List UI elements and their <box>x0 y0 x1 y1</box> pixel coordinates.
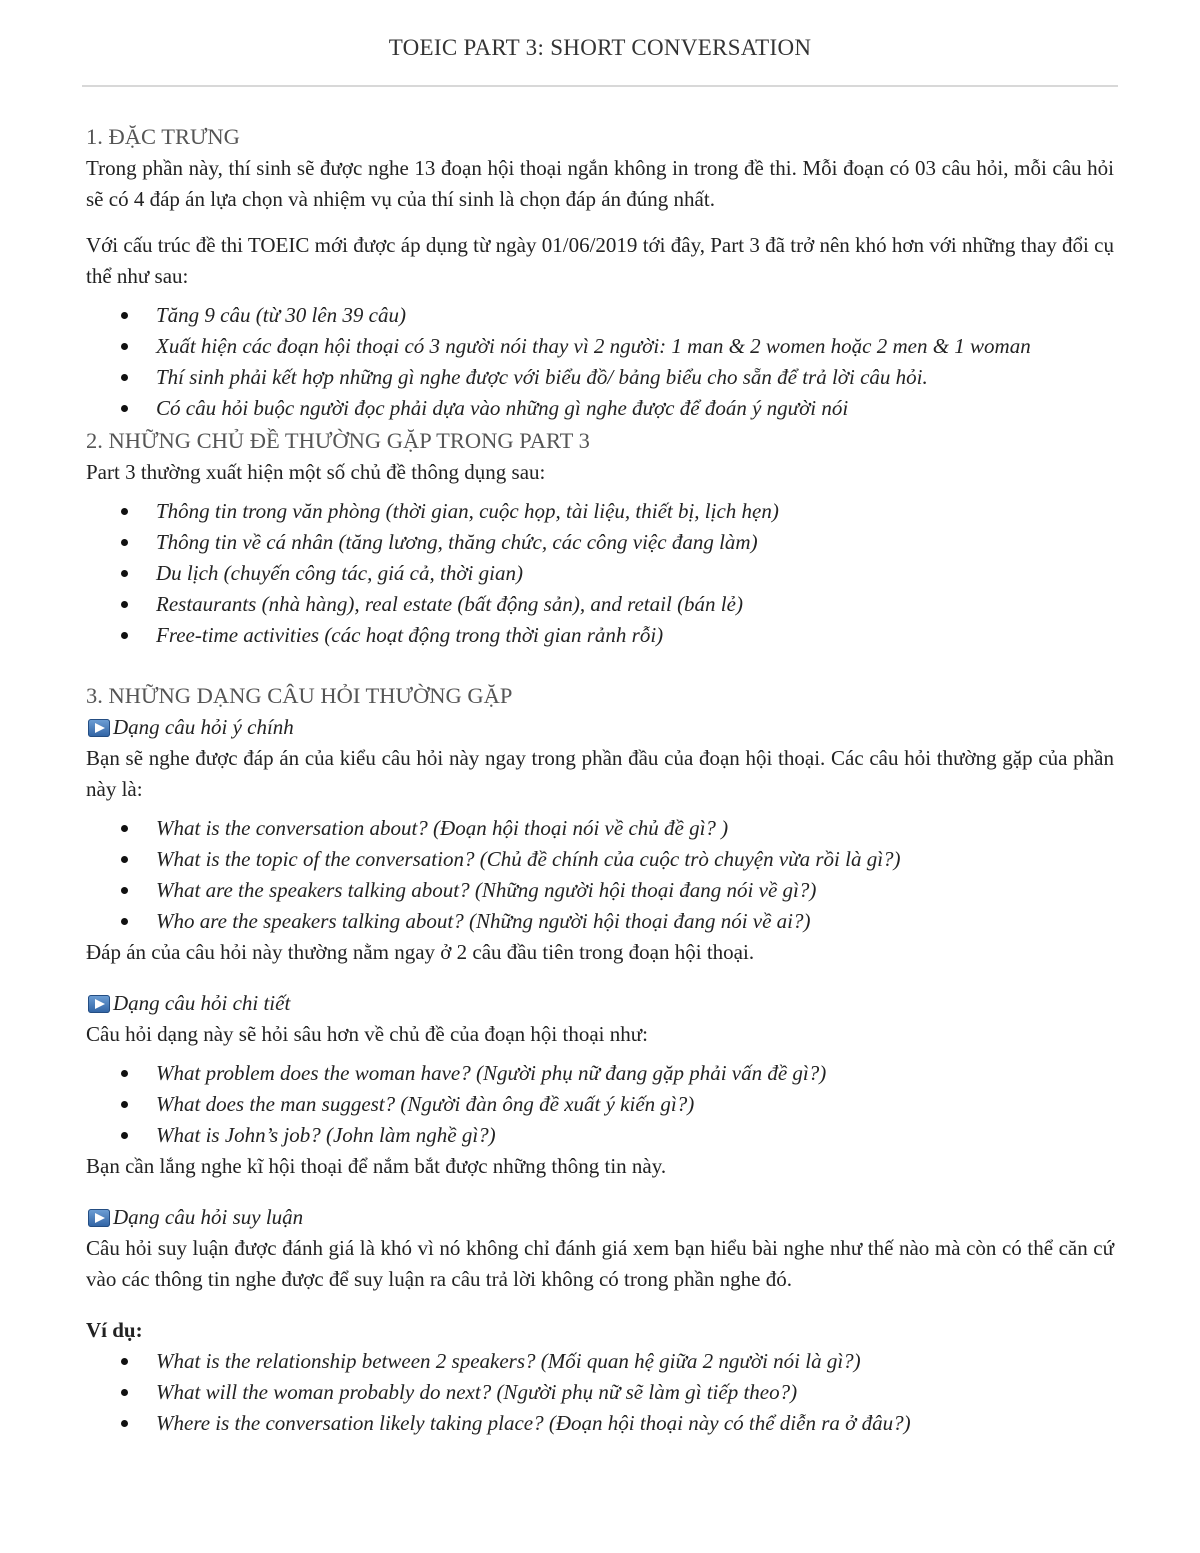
bullet-icon <box>121 887 128 894</box>
list-item: What will the woman probably do next? (Người phụ nữ sẽ làm gì tiếp theo?) <box>156 1377 1114 1408</box>
bullet-icon <box>121 570 128 577</box>
list-item: Có câu hỏi buộc người đọc phải dựa vào những gì nghe được để đoán ý người nói <box>156 393 1114 424</box>
title-divider <box>82 85 1118 87</box>
bullet-icon <box>121 825 128 832</box>
inference-subheading: Dạng câu hỏi suy luận <box>86 1202 1114 1233</box>
list-item: Tăng 9 câu (từ 30 lên 39 câu) <box>156 300 1114 331</box>
detail-list <box>86 1058 1114 1151</box>
list-item: What is the topic of the conversation? (Chủ đề chính của cuộc trò chuyện vừa rồi là gì?) <box>156 844 1114 875</box>
list-item: Xuất hiện các đoạn hội thoại có 3 người nói thay vì 2 người: 1 man & 2 women hoặc 2 men & 1 woman <box>156 331 1114 362</box>
list-item: What are the speakers talking about? (Những người hội thoại đang nói về gì?) <box>156 875 1114 906</box>
list-item: What does the man suggest? (Người đàn ông đề xuất ý kiến gì?) <box>156 1089 1114 1120</box>
section-3-heading: 3. NHỮNG DẠNG CÂU HỎI THƯỜNG GẶP <box>86 683 513 708</box>
bullet-icon <box>121 508 128 515</box>
document-body <box>86 120 1114 1439</box>
example-label: Ví dụ: <box>86 1318 143 1342</box>
bullet-icon <box>121 343 128 350</box>
bullet-icon <box>121 1358 128 1365</box>
list-item: Who are the speakers talking about? (Những người hội thoại đang nói về ai?) <box>156 906 1114 937</box>
list-item: Du lịch (chuyến công tác, giá cả, thời gian) <box>156 558 1114 589</box>
main-idea-list <box>86 813 1114 937</box>
section-2-intro: Part 3 thường xuất hiện một số chủ đề thông dụng sau: <box>86 460 546 484</box>
inference-list <box>86 1346 1114 1439</box>
list-item: Where is the conversation likely taking place? (Đoạn hội thoại này có thể diễn ra ở đâu?) <box>156 1408 1114 1439</box>
bullet-icon <box>121 312 128 319</box>
bullet-icon <box>121 374 128 381</box>
bullet-icon <box>121 1389 128 1396</box>
bullet-icon <box>121 918 128 925</box>
list-item: What problem does the woman have? (Người phụ nữ đang gặp phải vấn đề gì?) <box>156 1058 1114 1089</box>
bullet-icon <box>121 1070 128 1077</box>
list-item: Thông tin trong văn phòng (thời gian, cuộc họp, tài liệu, thiết bị, lịch hẹn) <box>156 496 1114 527</box>
section-2-list <box>86 496 1114 651</box>
bullet-icon <box>121 856 128 863</box>
bullet-icon <box>121 405 128 412</box>
section-1-heading: 1. ĐẶC TRƯNG <box>86 124 240 149</box>
detail-subheading: Dạng câu hỏi chi tiết <box>86 988 1114 1019</box>
detail-outro: Bạn cần lắng nghe kĩ hội thoại để nắm bắt được những thông tin này. <box>86 1154 667 1178</box>
section-2-heading: 2. NHỮNG CHỦ ĐỀ THƯỜNG GẶP TRONG PART 3 <box>86 428 590 453</box>
list-item: What is John’s job? (John làm nghề gì?) <box>156 1120 1114 1151</box>
list-item: Thí sinh phải kết hợp những gì nghe được với biểu đồ/ bảng biểu cho sẵn để trả lời câu hỏi. <box>156 362 1114 393</box>
list-item: Thông tin về cá nhân (tăng lương, thăng chức, các công việc đang làm) <box>156 527 1114 558</box>
bullet-icon <box>121 539 128 546</box>
inference-intro: Câu hỏi suy luận được đánh giá là khó vì nó không chỉ đánh giá xem bạn hiểu bài nghe như thế nào mà còn có thể căn cứ vào các thông tin nghe được để suy luận ra câu trả lời không có trong phần nghe đó. <box>86 1236 1114 1291</box>
section-1-list <box>86 300 1114 424</box>
bullet-icon <box>121 601 128 608</box>
section-1-paragraph-1: Trong phần này, thí sinh sẽ được nghe 13 đoạn hội thoại ngắn không in trong đề thi. Mỗi đoạn có 03 câu hỏi, mỗi câu hỏi sẽ có 4 đáp án lựa chọn và nhiệm vụ của thí sinh là chọn đáp án đúng nhất. <box>86 156 1114 211</box>
bullet-icon <box>121 1132 128 1139</box>
list-item: What is the relationship between 2 speakers? (Mối quan hệ giữa 2 người nói là gì?) <box>156 1346 1114 1377</box>
main-idea-subheading: Dạng câu hỏi ý chính <box>86 712 1114 743</box>
play-button-icon <box>88 995 110 1013</box>
section-1-paragraph-2: Với cấu trúc đề thi TOEIC mới được áp dụng từ ngày 01/06/2019 tới đây, Part 3 đã trở nên khó hơn với những thay đổi cụ thể như sau: <box>86 233 1114 288</box>
detail-intro: Câu hỏi dạng này sẽ hỏi sâu hơn về chủ đề của đoạn hội thoại như: <box>86 1022 648 1046</box>
play-button-icon <box>88 719 110 737</box>
bullet-icon <box>121 632 128 639</box>
play-button-icon <box>88 1209 110 1227</box>
list-item: What is the conversation about? (Đoạn hội thoại nói về chủ đề gì? ) <box>156 813 1114 844</box>
list-item: Free-time activities (các hoạt động trong thời gian rảnh rỗi) <box>156 620 1114 651</box>
document-title: TOEIC PART 3: SHORT CONVERSATION <box>388 35 812 60</box>
main-idea-outro: Đáp án của câu hỏi này thường nằm ngay ở 2 câu đầu tiên trong đoạn hội thoại. <box>86 940 755 964</box>
bullet-icon <box>121 1420 128 1427</box>
bullet-icon <box>121 1101 128 1108</box>
main-idea-intro: Bạn sẽ nghe được đáp án của kiểu câu hỏi này ngay trong phần đầu của đoạn hội thoại. Các câu hỏi thường gặp của phần này là: <box>86 746 1114 801</box>
list-item: Restaurants (nhà hàng), real estate (bất động sản), and retail (bán lẻ) <box>156 589 1114 620</box>
